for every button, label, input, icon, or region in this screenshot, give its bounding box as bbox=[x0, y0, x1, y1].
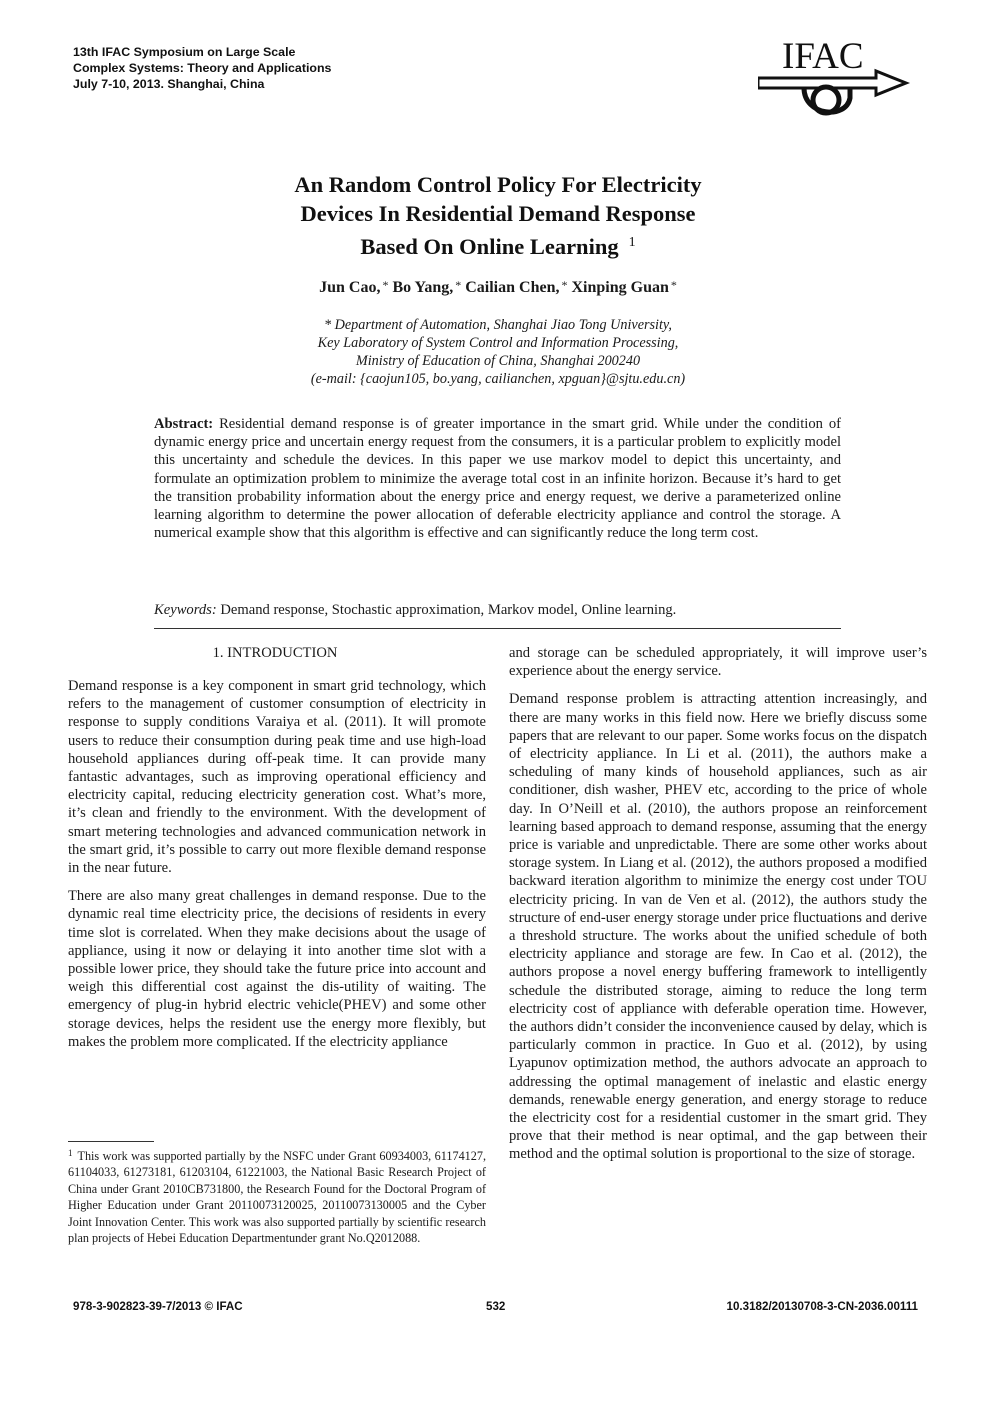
intro-paragraph-2-continued: and storage can be scheduled appropriately, it will improve user’s experience about the energy service. bbox=[509, 645, 927, 680]
affiliation-email: (e-mail: {caojun105, bo.yang, cailianchen, xpguan}@sjtu.edu.cn) bbox=[310, 371, 686, 387]
title-line3 bbox=[160, 228, 836, 261]
affiliation bbox=[160, 316, 836, 388]
keywords bbox=[154, 601, 841, 619]
page-number: 532 bbox=[486, 1300, 506, 1313]
title-footnote-mark: 1 bbox=[628, 235, 636, 250]
author-name: Cailian Chen, bbox=[465, 279, 560, 296]
title-line2: Devices In Residential Demand Response bbox=[300, 201, 696, 226]
abstract bbox=[154, 415, 841, 542]
paper-title bbox=[160, 170, 836, 261]
title-line1: An Random Control Policy For Electricity bbox=[294, 172, 702, 197]
left-column bbox=[68, 644, 486, 1061]
ifac-logo bbox=[758, 36, 918, 132]
footer-doi: 10.3182/20130708-3-CN-2036.00111 bbox=[726, 1300, 918, 1313]
conference-header bbox=[73, 44, 331, 92]
conference-name-line2: Complex Systems: Theory and Applications bbox=[73, 61, 332, 75]
footnote bbox=[68, 1145, 486, 1246]
abstract-label: Abstract: bbox=[154, 416, 214, 432]
author-name: Bo Yang, bbox=[392, 279, 454, 296]
author-list bbox=[160, 275, 836, 298]
author-mark: * bbox=[382, 278, 389, 292]
footer-isbn: 978-3-902823-39-7/2013 © IFAC bbox=[73, 1300, 243, 1313]
abstract-text: Residential demand response is of greater importance in the smart grid. While under the condition of dynamic energy price and uncertain energy request from the consumers, it is a particular problem to explicitly model this uncertainty and schedule the devices. In this paper we use markov model to depict this uncertainty, and formulate an optimization problem to minimize the average total cost in an infinite horizon. Because it’s hard to get the transition probability information about the energy price and energy request, we derive a parameterized online learning algorithm to determine the power allocation of deferable electricity appliance and control the storage. A numerical example show that this algorithm is effective and can significantly reduce the long term cost. bbox=[154, 416, 841, 542]
right-column bbox=[509, 644, 927, 1174]
author-mark: * bbox=[670, 278, 677, 292]
author-mark: * bbox=[561, 278, 568, 292]
footnote-text: This work was supported partially by the NSFC under Grant 60934003, 61174127, 61104033, 61273181, 61203104, 61221003, the National Basic Research Project of China under Grant 2010CB731800, the Research Found for the Doctoral Program of Higher Education under Grant 20110073120025, 20110073130005 and the Cyber Joint Innovation Center. This work was also supported partially by scientific research plan projects of Hebei Education Departmentunder grant No.Q2012088. bbox=[68, 1149, 486, 1246]
footnote-mark: 1 bbox=[68, 1148, 73, 1158]
affiliation-line1: * Department of Automation, Shanghai Jiao Tong University, bbox=[324, 317, 672, 333]
affiliation-line3: Ministry of Education of China, Shanghai 200240 bbox=[355, 353, 641, 369]
intro-paragraph-3: Demand response problem is attracting attention increasingly, and there are many works in this field now. Here we briefly discuss some papers that are relevant to our paper. Some works focus on the dispatch of electricity appliance. In Li et al. (2011), the authors make a scheduling of many kinds of household appliances, such as air conditioner, dish washer, PHEV etc, according to the price of whole day. In O’Neill et al. (2010), the authors propose an reinforcement learning based approach to demand response, assuming that the energy price is variable and unpredictable. There are some other works about storage system. In Liang et al. (2012), the authors proposed a modified backward iteration algorithm to minimize the energy cost under TOU electricity pricing. In van de Ven et al. (2012), the authors study the structure of end-user energy storage under price fluctuations and derive a threshold structure. The works about the unified schedule of both electricity appliance and storage are few. In Cao et al. (2012), the authors propose a novel energy buffering framework to intelligently schedule the distributed storage, aiming to reduce the long term electricity cost of appliance with deferable operation time. However, the authors didn’t consider the inconvenience caused by delay, which is particularly common in practice. In Guo et al. (2012), by using Lyapunov optimization method, the authors advocate an approach to addressing the optimal management of inelastic and elastic energy demands, renewable energy generation, and energy storage to reduce the electricity cost for a residential customer in the smart grid. They prove that their method is near optimal, and the gap between their method and the optimal solution is proportional to the size of storage. bbox=[509, 691, 927, 1163]
intro-paragraph-2: There are also many great challenges in demand response. Due to the dynamic real time electricity price, the decisions of residents in every time slot is correlated. When they make decisions about the usage of appliance, using it now or delaying it into another time slot with a possible lower price, they should take the future price into account and weigh this differential cost against the dis-utility of waiting. The emergency of plug-in hybrid electric vehicle(PHEV) and some other storage devices, helps the resident use the energy more flexibly, but makes the problem more complicated. If the electricity appliance bbox=[68, 888, 486, 1050]
keywords-label: Keywords: bbox=[154, 602, 217, 618]
keywords-text: Demand response, Stochastic approximation, Markov model, Online learning. bbox=[220, 602, 677, 618]
intro-paragraph-1: Demand response is a key component in smart grid technology, which refers to the management of customer consumption of electricity in response to supply conditions Varaiya et al. (2011). It will promote users to reduce their consumption during peak time and use high-load household appliances during off-peak time. It can provide many fantastic advantages, such as improving operational efficiency and electricity capital, reducing electricity generation cost. What’s more, it’s clean and friendly to the environment. With the development of smart metering technologies and advanced communication network in the smart grid, it’s possible to carry out more flexible demand response in the near future. bbox=[68, 678, 486, 877]
author-name: Xinping Guan bbox=[571, 279, 669, 296]
ifac-logo-text: IFAC bbox=[782, 36, 864, 77]
section-heading: 1. INTRODUCTION bbox=[212, 645, 338, 661]
abstract-divider bbox=[154, 628, 841, 629]
conference-date-location: July 7-10, 2013. Shanghai, China bbox=[73, 77, 265, 91]
footnote-divider bbox=[68, 1141, 154, 1142]
author-mark: * bbox=[455, 278, 462, 292]
author-name: Jun Cao, bbox=[319, 279, 381, 296]
conference-name-line1: 13th IFAC Symposium on Large Scale bbox=[73, 45, 296, 59]
title-line3-text: Based On Online Learning bbox=[360, 234, 619, 259]
affiliation-line2: Key Laboratory of System Control and Information Processing, bbox=[317, 335, 679, 351]
